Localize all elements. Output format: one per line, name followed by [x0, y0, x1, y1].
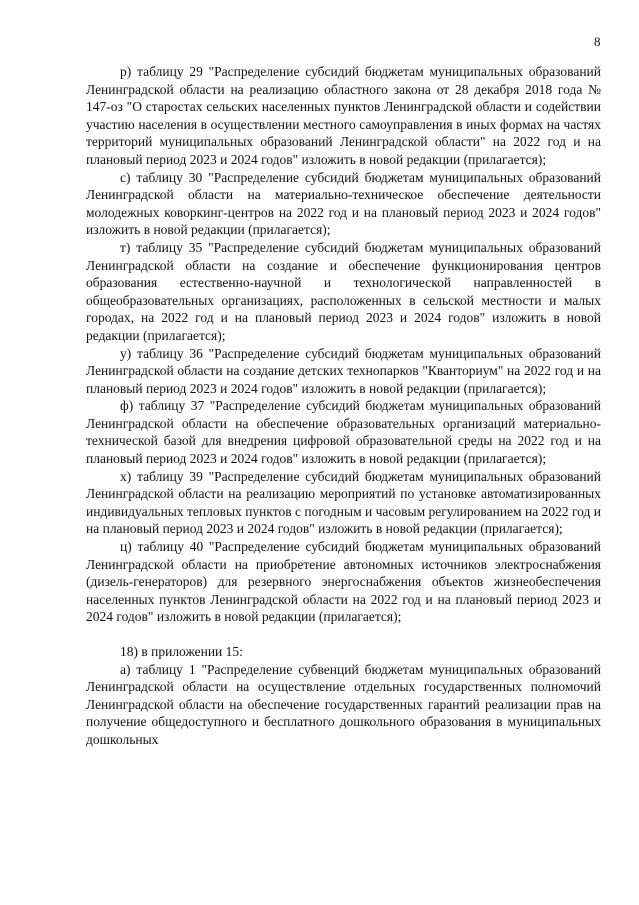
paragraph-table-36: у) таблицу 36 "Распределение субсидий бюджетам муниципальных образований Ленинградской области на создание детских технопарков "Кванториум" на 2022 год и на плановый период 2023 и 2024 годов" изложить в новой редакции (прилагается); — [86, 345, 601, 396]
paragraph-table-39: х) таблицу 39 "Распределение субсидий бюджетам муниципальных образований Ленинградской области на реализацию мероприятий по установке автоматизированных индивидуальных тепловых пунктов с погодным и часовым регулированием на 2022 год и на плановый период 2023 и 2024 годов" изложить в новой редакции (прилагается); — [86, 468, 601, 537]
paragraph-table-30: с) таблицу 30 "Распределение субсидий бюджетам муниципальных образований Ленинградской области на материально-техническое обеспечение деятельности молодежных коворкинг-центров на 2022 год и на плановый период 2023 и 2024 годов" изложить в новой редакции (прилагается); — [86, 169, 601, 238]
paragraph-table-29: р) таблицу 29 "Распределение субсидий бюджетам муниципальных образований Ленинградской области на реализацию областного закона от 28 декабря 2018 года № 147-оз "О старостах сельских населенных пунктов Ленинградской области и содействии участию населения в осуществлении местного самоуправления в иных формах на частях территорий муниципальных образований Ленинградской области" на 2022 год и на плановый период 2023 и 2024 годов" изложить в новой редакции (прилагается); — [86, 64, 601, 167]
paragraph-appendix-15-table-1: а) таблицу 1 "Распределение субвенций бюджетам муниципальных образований Ленинградской области на осуществление отдельных государственных полномочий Ленинградской области на обеспечение государственных гарантий реализации прав на получение общедоступного и бесплатного дошкольного образования в муниципальных дошкольных — [86, 661, 601, 747]
section-heading-appendix-15: 18) в приложении 15: — [120, 644, 243, 659]
paragraph-table-40: ц) таблицу 40 "Распределение субсидий бюджетам муниципальных образований Ленинградской области на приобретение автономных источников электроснабжения (дизель-генераторов) для резервного энергоснабжения объектов жизнеобеспечения населенных пунктов Ленинградской области на 2022 год и на плановый период 2023 и 2024 годов" изложить в новой редакции (прилагается); — [86, 539, 601, 625]
paragraph-table-37: ф) таблицу 37 "Распределение субсидий бюджетам муниципальных образований Ленинградской области на обеспечение образовательных организаций материально-технической базой для внедрения цифровой образовательной среды на 2022 год и на плановый период 2023 и 2024 годов" изложить в новой редакции (прилагается); — [86, 398, 601, 467]
document-body — [86, 63, 601, 749]
paragraph-table-35: т) таблицу 35 "Распределение субсидий бюджетам муниципальных образований Ленинградской области на создание и обеспечение функционирования центров образования естественно-научной и технологической направленностей в общеобразовательных организациях, расположенных в сельской местности и малых городах, на 2022 год и на плановый период 2023 и 2024 годов" изложить в новой редакции (прилагается); — [86, 239, 601, 343]
page-number: 8 — [594, 34, 601, 49]
paragraph-spacer — [86, 626, 601, 643]
